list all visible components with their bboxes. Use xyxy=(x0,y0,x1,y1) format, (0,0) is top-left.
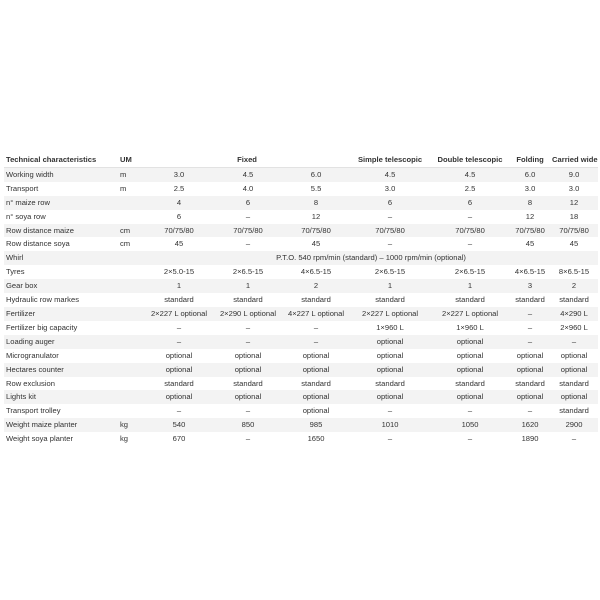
table-row xyxy=(4,293,598,307)
table-cell: 5.5 xyxy=(282,182,350,196)
table-cell: optional xyxy=(430,363,510,377)
table-cell: 6 xyxy=(144,210,214,224)
table-cell: standard xyxy=(550,293,598,307)
row-label: Weight maize planter xyxy=(4,418,114,432)
row-unit xyxy=(114,363,144,377)
table-cell: – xyxy=(350,237,430,251)
table-row xyxy=(4,182,598,196)
table-cell: – xyxy=(510,321,550,335)
table-cell: 70/75/80 xyxy=(430,224,510,238)
table-cell: – xyxy=(144,404,214,418)
table-cell: standard xyxy=(282,377,350,391)
table-cell: 45 xyxy=(510,237,550,251)
table-body xyxy=(4,167,598,446)
row-unit xyxy=(114,335,144,349)
table-cell: 70/75/80 xyxy=(214,224,282,238)
header-folding: Folding xyxy=(510,153,550,167)
table-cell: 2×6.5-15 xyxy=(214,265,282,279)
table-cell: standard xyxy=(350,377,430,391)
table-cell: 4×290 L xyxy=(550,307,598,321)
row-unit xyxy=(114,321,144,335)
row-label: Microgranulator xyxy=(4,349,114,363)
table-cell: 2.5 xyxy=(430,182,510,196)
table-row xyxy=(4,321,598,335)
table-cell: – xyxy=(214,237,282,251)
row-unit xyxy=(114,265,144,279)
table-cell: optional xyxy=(144,349,214,363)
table-cell: 2×6.5-15 xyxy=(430,265,510,279)
header-um: UM xyxy=(114,153,144,167)
table-cell: optional xyxy=(550,363,598,377)
row-label: Fertilizer big capacity xyxy=(4,321,114,335)
table-cell: – xyxy=(214,321,282,335)
table-row xyxy=(4,404,598,418)
row-unit xyxy=(114,307,144,321)
table-cell: 2 xyxy=(550,279,598,293)
table-cell: 8 xyxy=(510,196,550,210)
row-unit xyxy=(114,210,144,224)
table-row xyxy=(4,265,598,279)
table-cell: 12 xyxy=(510,210,550,224)
header-double-telescopic: Double telescopic xyxy=(430,153,510,167)
table-cell: optional xyxy=(350,390,430,404)
table-cell: 18 xyxy=(550,210,598,224)
table-cell: 4.5 xyxy=(350,167,430,181)
row-unit xyxy=(114,404,144,418)
table-cell: 1 xyxy=(214,279,282,293)
table-row xyxy=(4,196,598,210)
table-cell: optional xyxy=(282,404,350,418)
table-cell: 670 xyxy=(144,432,214,446)
table-row xyxy=(4,349,598,363)
technical-characteristics-table xyxy=(4,153,598,446)
table-cell: standard xyxy=(550,404,598,418)
table-cell: – xyxy=(214,210,282,224)
row-label: Hectares counter xyxy=(4,363,114,377)
table-cell: 45 xyxy=(144,237,214,251)
table-cell: 45 xyxy=(282,237,350,251)
table-cell: – xyxy=(214,404,282,418)
table-cell: 70/75/80 xyxy=(350,224,430,238)
row-unit: m xyxy=(114,167,144,181)
table-cell: optional xyxy=(510,390,550,404)
table-cell: – xyxy=(214,432,282,446)
table-cell: 9.0 xyxy=(550,167,598,181)
table-row xyxy=(4,418,598,432)
table-cell: – xyxy=(550,432,598,446)
table-cell: 70/75/80 xyxy=(510,224,550,238)
table-cell: 1 xyxy=(430,279,510,293)
table-cell: – xyxy=(144,321,214,335)
row-label: n° maize row xyxy=(4,196,114,210)
table-cell: 1890 xyxy=(510,432,550,446)
table-cell: 3.0 xyxy=(350,182,430,196)
table-cell: 2×960 L xyxy=(550,321,598,335)
table-cell: optional xyxy=(430,349,510,363)
table-cell: optional xyxy=(350,335,430,349)
table-cell: 4.0 xyxy=(214,182,282,196)
table-cell: optional xyxy=(214,390,282,404)
table-cell: 4 xyxy=(144,196,214,210)
row-unit: cm xyxy=(114,224,144,238)
table-cell: 2×227 L optional xyxy=(144,307,214,321)
table-cell: – xyxy=(510,307,550,321)
table-cell: 2×6.5-15 xyxy=(350,265,430,279)
table-cell: 2900 xyxy=(550,418,598,432)
table-cell: 1 xyxy=(350,279,430,293)
table-cell: 45 xyxy=(550,237,598,251)
row-label: Gear box xyxy=(4,279,114,293)
table-cell: 2 xyxy=(282,279,350,293)
table-cell: 70/75/80 xyxy=(550,224,598,238)
table-cell: – xyxy=(282,321,350,335)
table-cell: 3 xyxy=(510,279,550,293)
table-cell: standard xyxy=(214,377,282,391)
table-row xyxy=(4,251,598,265)
table-cell: – xyxy=(430,237,510,251)
table-cell: 3.0 xyxy=(550,182,598,196)
table-cell: 1×960 L xyxy=(430,321,510,335)
table-cell: standard xyxy=(430,377,510,391)
table-cell: 6 xyxy=(350,196,430,210)
row-label: Whirl xyxy=(4,251,114,265)
table-cell: standard xyxy=(282,293,350,307)
row-label: Transport trolley xyxy=(4,404,114,418)
row-unit: kg xyxy=(114,418,144,432)
table-cell: standard xyxy=(350,293,430,307)
table-row xyxy=(4,224,598,238)
table-cell: – xyxy=(510,404,550,418)
table-row xyxy=(4,363,598,377)
table-cell: optional xyxy=(144,390,214,404)
table-cell: 2×227 L optional xyxy=(430,307,510,321)
table-cell: – xyxy=(430,432,510,446)
table-cell: 3.0 xyxy=(510,182,550,196)
table-cell: – xyxy=(510,335,550,349)
table-cell: 6 xyxy=(214,196,282,210)
table-cell: 4×6.5-15 xyxy=(510,265,550,279)
table-cell: 1010 xyxy=(350,418,430,432)
table-cell: 6.0 xyxy=(510,167,550,181)
header-simple-telescopic: Simple telescopic xyxy=(350,153,430,167)
table-cell: 70/75/80 xyxy=(144,224,214,238)
table-cell: 12 xyxy=(550,196,598,210)
row-label: Lights kit xyxy=(4,390,114,404)
table-cell: optional xyxy=(510,363,550,377)
table-cell: 6 xyxy=(430,196,510,210)
table-row xyxy=(4,307,598,321)
table-cell: optional xyxy=(510,349,550,363)
table-cell: – xyxy=(430,404,510,418)
row-unit xyxy=(114,293,144,307)
row-unit: cm xyxy=(114,237,144,251)
table-cell: standard xyxy=(144,293,214,307)
table-cell: 6.0 xyxy=(282,167,350,181)
table-cell: – xyxy=(350,432,430,446)
row-unit: m xyxy=(114,182,144,196)
header-carried-wide: Carried wide xyxy=(550,153,598,167)
table-cell: – xyxy=(550,335,598,349)
table-cell: 2×227 L optional xyxy=(350,307,430,321)
row-span-value: P.T.O. 540 rpm/min (standard) – 1000 rpm/min (optional) xyxy=(144,251,598,265)
row-label: Row distance maize xyxy=(4,224,114,238)
header-characteristics: Technical characteristics xyxy=(4,153,114,167)
table-cell: 3.0 xyxy=(144,167,214,181)
table-cell: 1620 xyxy=(510,418,550,432)
table-cell: optional xyxy=(550,349,598,363)
table-cell: – xyxy=(282,335,350,349)
row-unit xyxy=(114,349,144,363)
table-cell: – xyxy=(214,335,282,349)
table-cell: standard xyxy=(510,377,550,391)
table-cell: optional xyxy=(214,363,282,377)
table-cell: optional xyxy=(214,349,282,363)
table-cell: 1050 xyxy=(430,418,510,432)
table-header-row xyxy=(4,153,598,167)
table-cell: – xyxy=(350,404,430,418)
table-cell: 4×6.5-15 xyxy=(282,265,350,279)
table-row xyxy=(4,210,598,224)
row-label: Working width xyxy=(4,167,114,181)
table-row xyxy=(4,432,598,446)
table-cell: – xyxy=(350,210,430,224)
row-unit: kg xyxy=(114,432,144,446)
table-cell: standard xyxy=(214,293,282,307)
table-cell: 4.5 xyxy=(430,167,510,181)
table-cell: standard xyxy=(430,293,510,307)
row-unit xyxy=(114,251,144,265)
row-label: Loading auger xyxy=(4,335,114,349)
table-cell: 8×6.5-15 xyxy=(550,265,598,279)
table-cell: 12 xyxy=(282,210,350,224)
table-cell: 540 xyxy=(144,418,214,432)
table-cell: optional xyxy=(550,390,598,404)
table-row xyxy=(4,335,598,349)
row-label: Hydraulic row markes xyxy=(4,293,114,307)
table-cell: optional xyxy=(350,349,430,363)
row-unit xyxy=(114,390,144,404)
table-cell: standard xyxy=(510,293,550,307)
table-cell: standard xyxy=(550,377,598,391)
table-cell: 70/75/80 xyxy=(282,224,350,238)
header-fixed: Fixed xyxy=(144,153,350,167)
table-row xyxy=(4,167,598,181)
table-cell: optional xyxy=(282,349,350,363)
table-row xyxy=(4,390,598,404)
table-cell: 4.5 xyxy=(214,167,282,181)
row-unit xyxy=(114,196,144,210)
table-cell: 8 xyxy=(282,196,350,210)
table-row xyxy=(4,377,598,391)
table-cell: standard xyxy=(144,377,214,391)
row-label: Transport xyxy=(4,182,114,196)
row-label: Weight soya planter xyxy=(4,432,114,446)
row-label: Row exclusion xyxy=(4,377,114,391)
table-cell: – xyxy=(144,335,214,349)
table-cell: – xyxy=(430,210,510,224)
table-cell: optional xyxy=(350,363,430,377)
table-cell: 4×227 L optional xyxy=(282,307,350,321)
table-row xyxy=(4,237,598,251)
table-cell: 2.5 xyxy=(144,182,214,196)
table-cell: 1 xyxy=(144,279,214,293)
table-cell: optional xyxy=(144,363,214,377)
table-cell: 985 xyxy=(282,418,350,432)
table-cell: optional xyxy=(282,363,350,377)
row-label: n° soya row xyxy=(4,210,114,224)
spec-table-container xyxy=(4,153,598,446)
row-label: Row distance soya xyxy=(4,237,114,251)
table-cell: optional xyxy=(430,390,510,404)
table-cell: optional xyxy=(430,335,510,349)
table-cell: 850 xyxy=(214,418,282,432)
table-cell: 2×5.0-15 xyxy=(144,265,214,279)
table-cell: 1650 xyxy=(282,432,350,446)
row-unit xyxy=(114,377,144,391)
table-row xyxy=(4,279,598,293)
table-cell: 2×290 L optional xyxy=(214,307,282,321)
row-unit xyxy=(114,279,144,293)
row-label: Fertilizer xyxy=(4,307,114,321)
row-label: Tyres xyxy=(4,265,114,279)
table-cell: optional xyxy=(282,390,350,404)
table-cell: 1×960 L xyxy=(350,321,430,335)
